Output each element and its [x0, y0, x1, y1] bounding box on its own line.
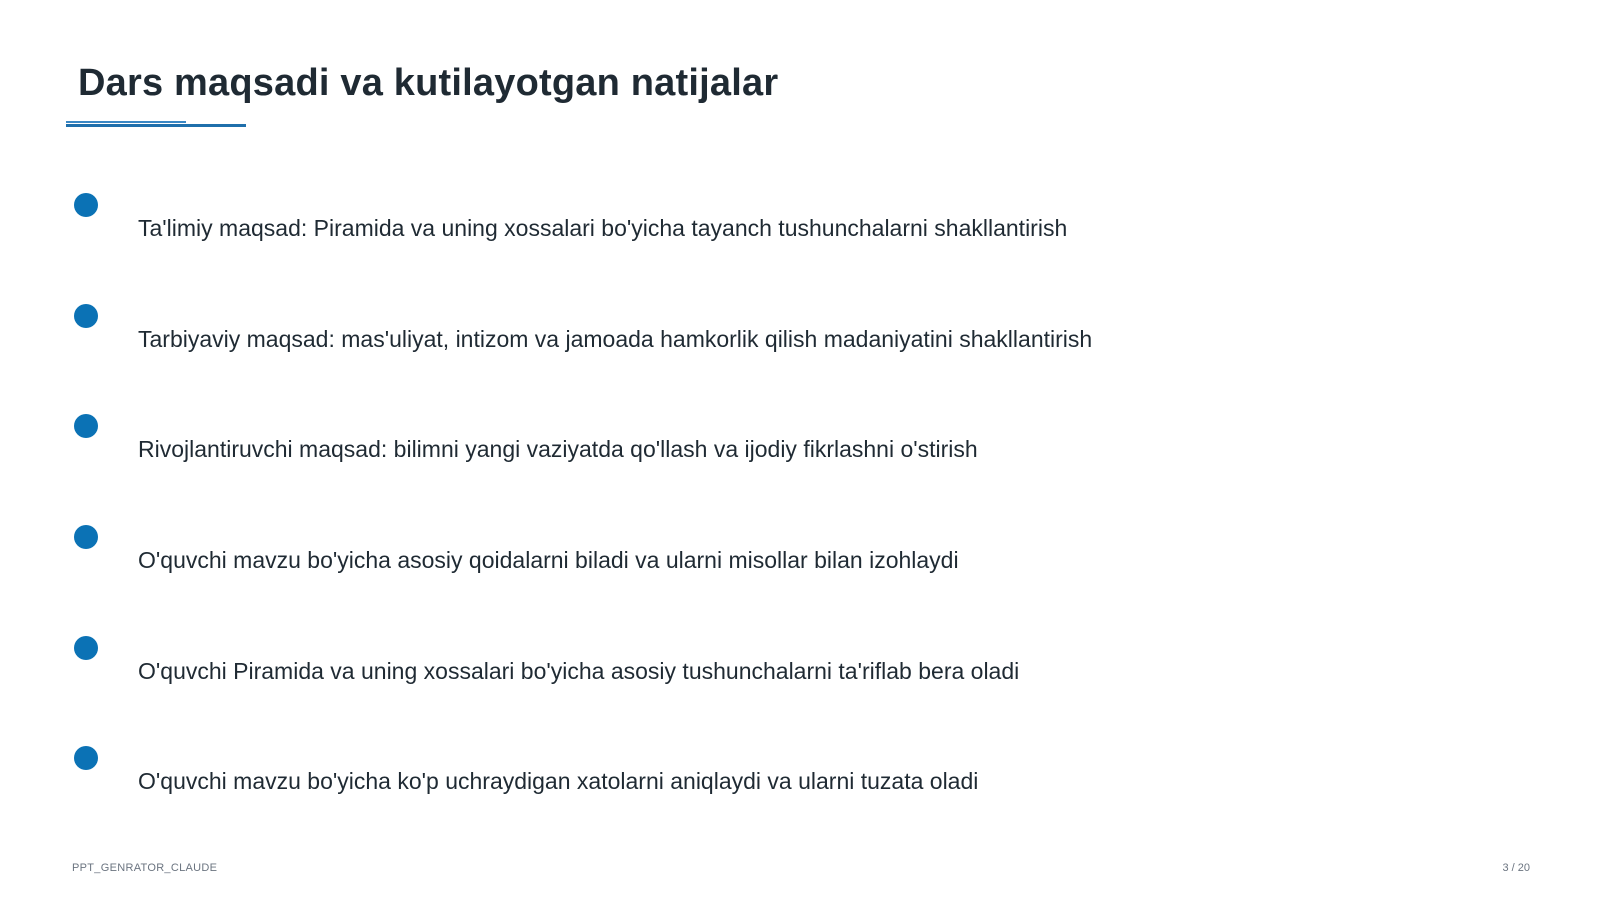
- footer-brand: PPT_GENRATOR_CLAUDE: [72, 862, 218, 874]
- bullet-item: [0, 304, 1500, 364]
- bullet-dot-icon: [74, 414, 98, 438]
- slide-title: Dars maqsadi va kutilayotgan natijalar: [78, 62, 779, 104]
- bullet-dot-icon: [74, 636, 98, 660]
- bullet-item: [0, 746, 1500, 806]
- bullet-item: [0, 636, 1500, 696]
- bullet-dot-icon: [74, 746, 98, 770]
- page-indicator: 3 / 20: [1502, 862, 1530, 874]
- bullet-item: [0, 193, 1500, 253]
- bullet-dot-icon: [74, 193, 98, 217]
- bullet-item: [0, 414, 1500, 474]
- bullet-text: O'quvchi mavzu bo'yicha asosiy qoidalarni biladi va ularni misollar bilan izohlaydi: [138, 547, 959, 573]
- bullet-text: Tarbiyaviy maqsad: mas'uliyat, intizom va jamoada hamkorlik qilish madaniyatini shakllantirish: [138, 326, 1093, 352]
- bullet-dot-icon: [74, 525, 98, 549]
- bullet-item: [0, 525, 1500, 585]
- bullet-text: Ta'limiy maqsad: Piramida va uning xossalari bo'yicha tayanch tushunchalarni shakllantirish: [138, 215, 1068, 241]
- title-underline-accent: [66, 121, 186, 123]
- bullet-text: O'quvchi mavzu bo'yicha ko'p uchraydigan xatolarni aniqlaydi va ularni tuzata oladi: [138, 768, 979, 794]
- title-underline: [66, 124, 246, 127]
- bullet-text: Rivojlantiruvchi maqsad: bilimni yangi vaziyatda qo'llash va ijodiy fikrlashni o'stirish: [138, 436, 978, 462]
- bullet-text: O'quvchi Piramida va uning xossalari bo'yicha asosiy tushunchalarni ta'riflab bera oladi: [138, 658, 1020, 684]
- bullet-dot-icon: [74, 304, 98, 328]
